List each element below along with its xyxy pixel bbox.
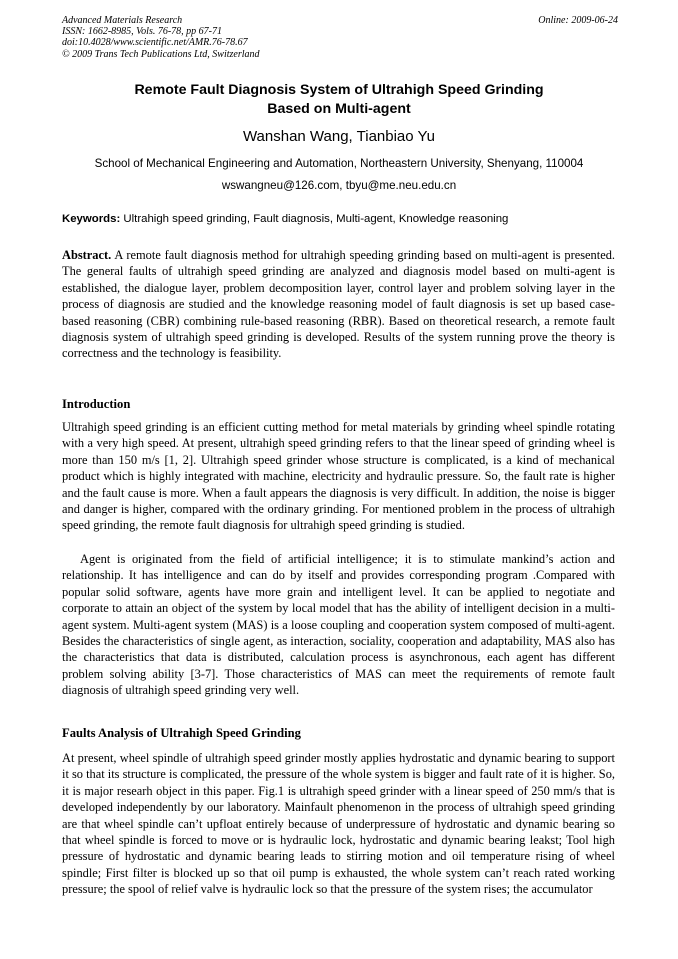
title-line-2: Based on Multi-agent <box>267 101 411 117</box>
journal-name: Advanced Materials Research <box>62 15 183 26</box>
introduction-paragraph-1: Ultrahigh speed grinding is an efficient cutting method for metal materials by grinding wheel spindle rotating with a very high speed. At present, ultrahigh speed grinding refers to that the linear speed of grinding wheel is more than 150 m/s [1, 2]. Ultrahigh speed grinder whose structure is complicated, is a kind of mechanical product which is highly integrated with machine, electricity and hydraulic pressure. So, the fault rate is higher and the fault cause is more. When a fault appears the diagnosis is very difficult. In addition, the noise is bigger and danger is higher, compared with the ordinary grinding. For mentioned problem in the process of ultrahigh speed grinding, the remote fault diagnosis for ultrahigh speed grinding is studied. <box>62 420 615 533</box>
keywords <box>62 213 616 225</box>
section-heading-faults-analysis: Faults Analysis of Ultrahigh Speed Grinding <box>62 726 301 740</box>
section-heading-introduction: Introduction <box>62 397 131 411</box>
abstract-label: Abstract. <box>62 248 112 262</box>
doi-line: doi:10.4028/www.scientific.net/AMR.76-78.67 <box>62 37 248 49</box>
copyright-line: © 2009 Trans Tech Publications Ltd, Switzerland <box>62 48 260 60</box>
affiliation: School of Mechanical Engineering and Automation, Northeastern University, Shenyang, 110004 <box>94 157 584 170</box>
publication-metadata <box>62 15 618 60</box>
online-date: Online: 2009-06-24 <box>538 15 618 26</box>
author-emails: wswangneu@126.com, tbyu@me.neu.edu.cn <box>221 179 457 192</box>
faults-paragraph-1: At present, wheel spindle of ultrahigh speed grinder mostly applies hydrostatic and dynamic bearing to support it so that its structure is complicated, the pressure of the whole system is bigger and fault rate of it is higher. So, it is major researh object in this paper. Fig.1 is ultrahigh speed grinder with a linear speed of 250 mm/s that is developed independently by our laboratory. Mainfault phenomenon in the process of ultrahigh speed grinding are that wheel spindle can’t upfloat entirely because of underpressure of hydrostatic and dynamic bearing so that wheel spindle is forced to move or is hydraulic lock, hydrostatic and dynamic bearing leakst; Tool high pressure of hydrostatic and dynamic bearing leads to stirring motion and oil temperature rising of wheel spindle; First filter is blocked up so that oil pump is exhausted, the whole system can’t reach rated working pressure; the spool of relief valve is hydraulic lock so that the pressure of the system rises; the accumulator <box>62 751 615 897</box>
paper-title <box>62 81 616 119</box>
keywords-text: Ultrahigh speed grinding, Fault diagnosis, Multi-agent, Knowledge reasoning <box>120 213 509 225</box>
keywords-label: Keywords: <box>62 213 121 225</box>
authors: Wanshan Wang, Tianbiao Yu <box>242 128 436 145</box>
abstract <box>62 247 615 362</box>
abstract-text: A remote fault diagnosis method for ultrahigh speeding grinding based on multi-agent is presented. The general faults of ultrahigh speed grinding are analyzed and diagnosis model based on multi-agent is established, the dialogue layer, problem decomposition layer, control layer and problem solving layer in the process of diagnosis are studied and the knowledge reasoning model of fault diagnosis is set up based case-based reasoning (CBR) combining rule-based reasoning (RBR). Based on theoretical research, a remote fault diagnosis system of ultrahigh speed grinding is developed. Results of the system running prove the theory is correctness and the technology is feasibility. <box>62 248 615 361</box>
introduction-paragraph-2: Agent is originated from the field of artificial intelligence; it is to stimulate mankind’s action and relationship. It has intelligence and can do by itself and provides corresponding program .Compared with popular solid software, agents have more grain and intelligent level. It can be applied to negotiate and corporate to attain an object of the system by local model that has the ability of intelligent decision in a multi-agent system. Multi-agent system (MAS) is a loose coupling and cooperation system composed of multi-agent. Besides the characteristics of single agent, as interaction, sociality, cooperation and adaptability, MAS also has the characteristics that data is distributed, calculation process is asynchronous, each agent has different problem solving ability [3-7]. Those characteristics of MAS can meet the requirements of remote fault diagnosis of ultrahigh speed grinding very well. <box>62 552 615 698</box>
title-line-1: Remote Fault Diagnosis System of Ultrahigh Speed Grinding <box>134 82 544 98</box>
issn-line: ISSN: 1662-8985, Vols. 76-78, pp 67-71 <box>62 26 222 38</box>
